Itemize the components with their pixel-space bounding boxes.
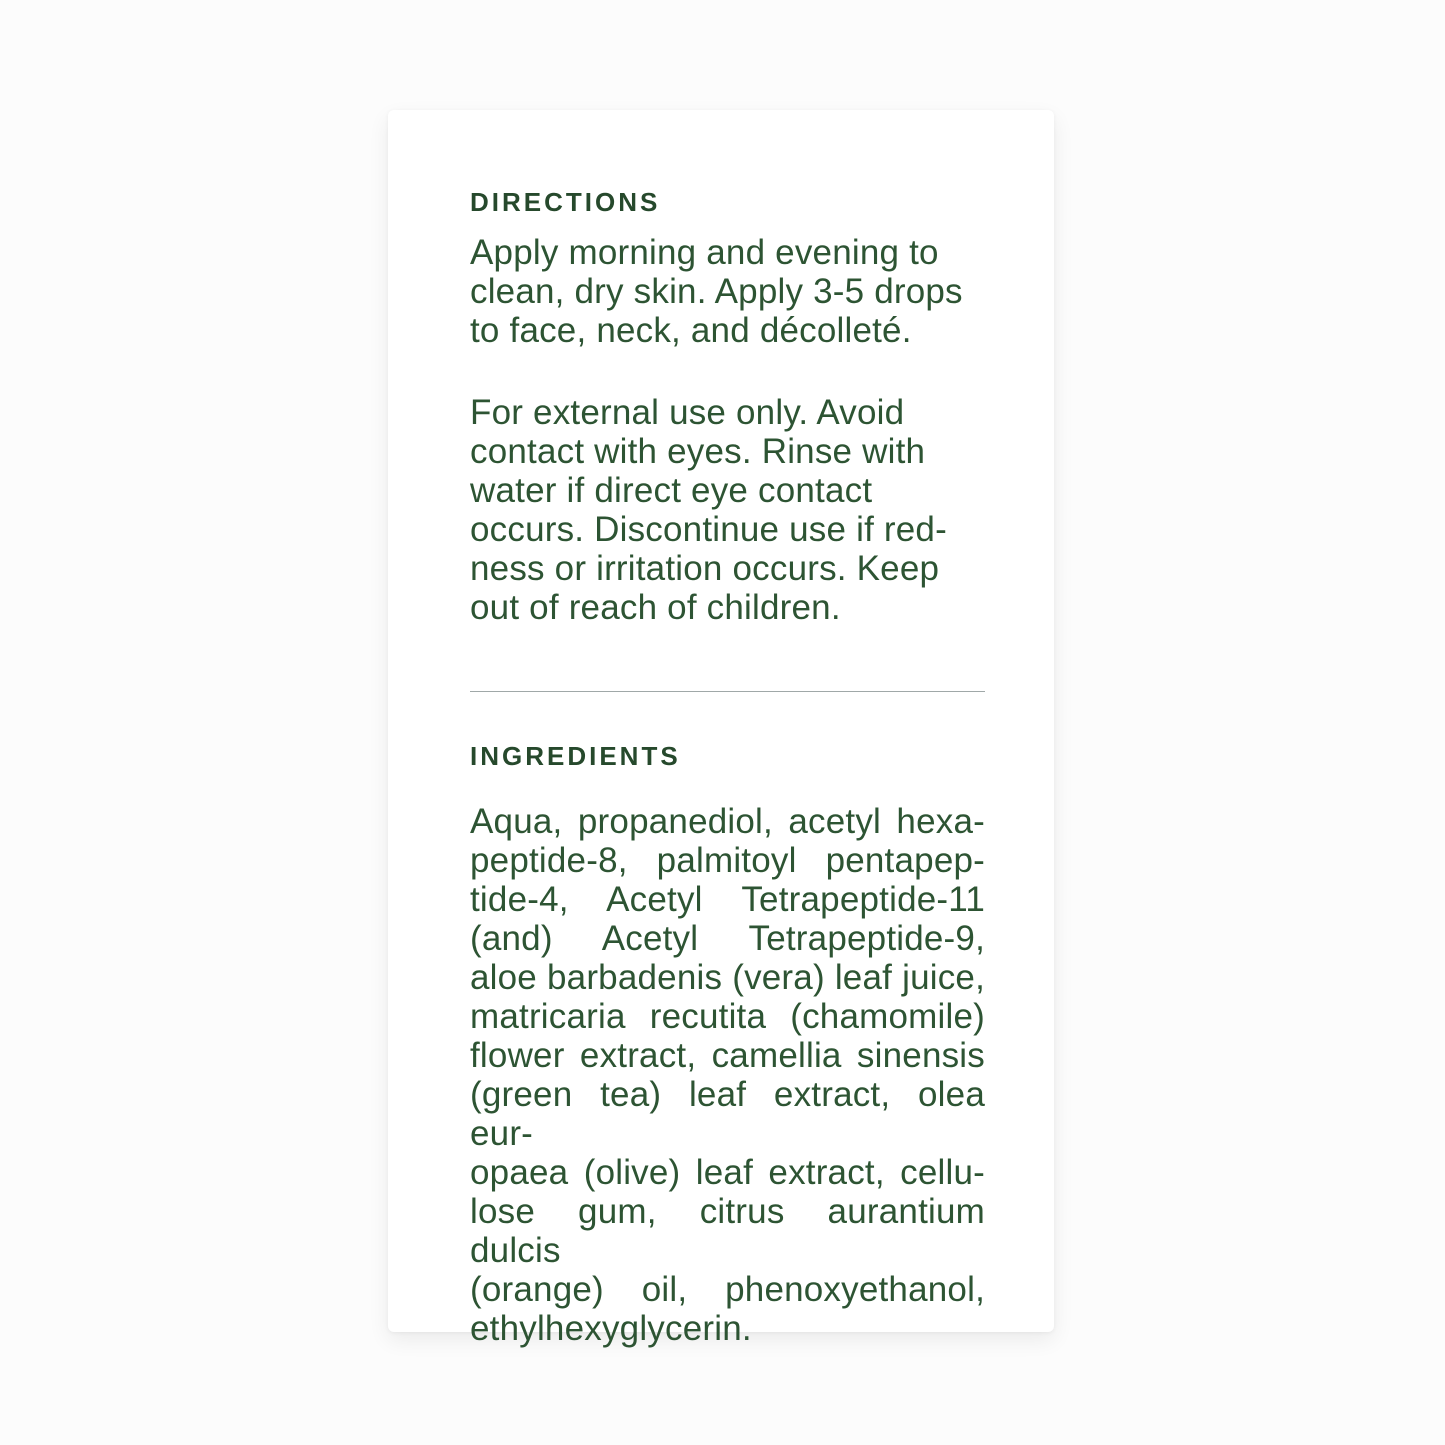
text-line: ness or irritation occurs. Keep xyxy=(470,549,940,588)
text-line: to face, neck, and décolleté. xyxy=(470,311,912,350)
text-line: Apply morning and evening to xyxy=(470,233,939,272)
text-line: water if direct eye contact xyxy=(470,471,873,510)
text-line: (orange) oil, phenoxyethanol, xyxy=(470,1270,985,1309)
text-line: tide-4, Acetyl Tetrapeptide-11 xyxy=(470,880,985,919)
directions-heading: DIRECTIONS xyxy=(470,187,661,217)
text-line: out of reach of children. xyxy=(470,588,841,627)
text-line: opaea (olive) leaf extract, cellu- xyxy=(470,1153,985,1192)
ingredients-heading: INGREDIENTS xyxy=(470,741,681,771)
product-label-card xyxy=(388,110,1054,1348)
text-line: ethylhexyglycerin. xyxy=(470,1309,752,1348)
text-line: clean, dry skin. Apply 3-5 drops xyxy=(470,272,963,311)
text-line: peptide-8, palmitoyl pentapep- xyxy=(470,841,985,880)
text-line: flower extract, camellia sinensis xyxy=(470,1036,985,1075)
section-divider xyxy=(470,691,985,692)
text-line: occurs. Discontinue use if red- xyxy=(470,510,947,549)
text-line: (green tea) leaf extract, olea eur- xyxy=(470,1075,985,1153)
text-line: contact with eyes. Rinse with xyxy=(470,432,926,471)
text-line: aloe barbadenis (vera) leaf juice, xyxy=(470,958,985,997)
text-line: Aqua, propanediol, acetyl hexa- xyxy=(470,802,985,841)
text-line: matricaria recutita (chamomile) xyxy=(470,997,985,1036)
text-line: For external use only. Avoid xyxy=(470,393,905,432)
text-line: (and) Acetyl Tetrapeptide-9, xyxy=(470,919,985,958)
ingredients-paragraph xyxy=(470,802,985,1348)
text-line: lose gum, citrus aurantium dulcis xyxy=(470,1192,985,1270)
directions-paragraph-1 xyxy=(470,233,985,350)
directions-paragraph-2 xyxy=(470,393,985,627)
